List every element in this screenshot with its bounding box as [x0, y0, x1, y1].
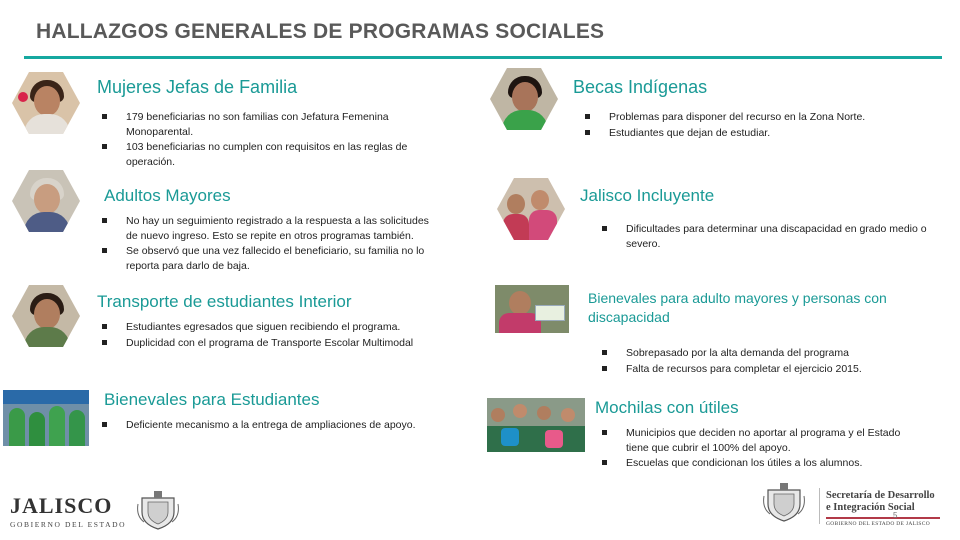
- program-title: Becas Indígenas: [573, 77, 708, 97]
- bullet-list: [600, 346, 930, 377]
- list-item: Falta de recursos para completar el ejercicio 2015.: [600, 362, 930, 377]
- list-item: Estudiantes egresados que siguen recibiendo el programa.: [100, 320, 420, 335]
- state-seal-icon: [762, 482, 806, 522]
- list-item: Dificultades para determinar una discapacidad en grado medio o severo.: [600, 222, 930, 251]
- list-item: Problemas para disponer del recurso en la Zona Norte.: [583, 110, 923, 125]
- page-title: HALLAZGOS GENERALES DE PROGRAMAS SOCIALES: [36, 20, 605, 43]
- indigenous-student-portrait-image: [490, 68, 558, 130]
- list-item: Estudiantes que dejan de estudiar.: [583, 126, 923, 141]
- jalisco-logo: JALISCO GOBIERNO DEL ESTADO: [10, 493, 127, 529]
- woman-portrait-image: [12, 72, 80, 134]
- program-title: Bienevales para adulto mayores y personas con discapacidad: [588, 290, 887, 325]
- program-title: Adultos Mayores: [104, 186, 231, 205]
- program-title: Mujeres Jefas de Familia: [97, 77, 298, 97]
- woman-holding-card-photo: [495, 285, 569, 333]
- footer-divider: [819, 488, 820, 524]
- elderly-woman-portrait-image: [12, 170, 80, 232]
- family-portrait-image: [497, 178, 565, 240]
- list-item: Sobrepasado por la alta demanda del programa: [600, 346, 930, 361]
- list-item: Escuelas que condicionan los útiles a los alumnos.: [600, 456, 920, 471]
- program-title: Jalisco Incluyente: [580, 186, 715, 205]
- bullet-list: [100, 320, 420, 351]
- list-item: Duplicidad con el programa de Transporte Escolar Multimodal: [100, 336, 420, 351]
- bullet-list: [600, 222, 930, 252]
- list-item: Deficiente mecanismo a la entrega de ampliaciones de apoyo.: [100, 418, 430, 433]
- program-title: Mochilas con útiles: [595, 398, 739, 417]
- children-with-backpacks-photo: [487, 398, 585, 452]
- list-item: 179 beneficiarias no son familias con Jefatura Femenina Monoparental.: [100, 110, 440, 139]
- list-item: No hay un seguimiento registrado a la respuesta a las solicitudes de nuevo ingreso. Esto se repite en otros programas también.: [100, 214, 430, 243]
- bullet-list: [600, 426, 920, 472]
- program-title: Transporte de estudiantes Interior: [97, 292, 352, 311]
- list-item: 103 beneficiarias no cumplen con requisitos en las reglas de operación.: [100, 140, 440, 169]
- bullet-list: [583, 110, 923, 141]
- bullet-list: [100, 418, 430, 434]
- bullet-list: [100, 214, 430, 274]
- list-item: Se observó que una vez fallecido el beneficiario, su familia no lo reporta para darlo de baja.: [100, 244, 430, 273]
- student-portrait-image: [12, 285, 80, 347]
- list-item: Municipios que deciden no aportar al programa y el Estado tiene que cubrir el 100% del apoyo.: [600, 426, 920, 455]
- program-title: Bienevales para Estudiantes: [104, 390, 320, 409]
- title-underline: [24, 56, 942, 59]
- students-group-photo: [3, 390, 89, 446]
- secretaria-logo: Secretaría de Desarrollo e Integración Social GOBIERNO DEL ESTADO DE JALISCO: [826, 490, 940, 527]
- state-seal-icon: [136, 490, 180, 530]
- bullet-list: [100, 110, 440, 170]
- page-number: 5: [893, 511, 898, 520]
